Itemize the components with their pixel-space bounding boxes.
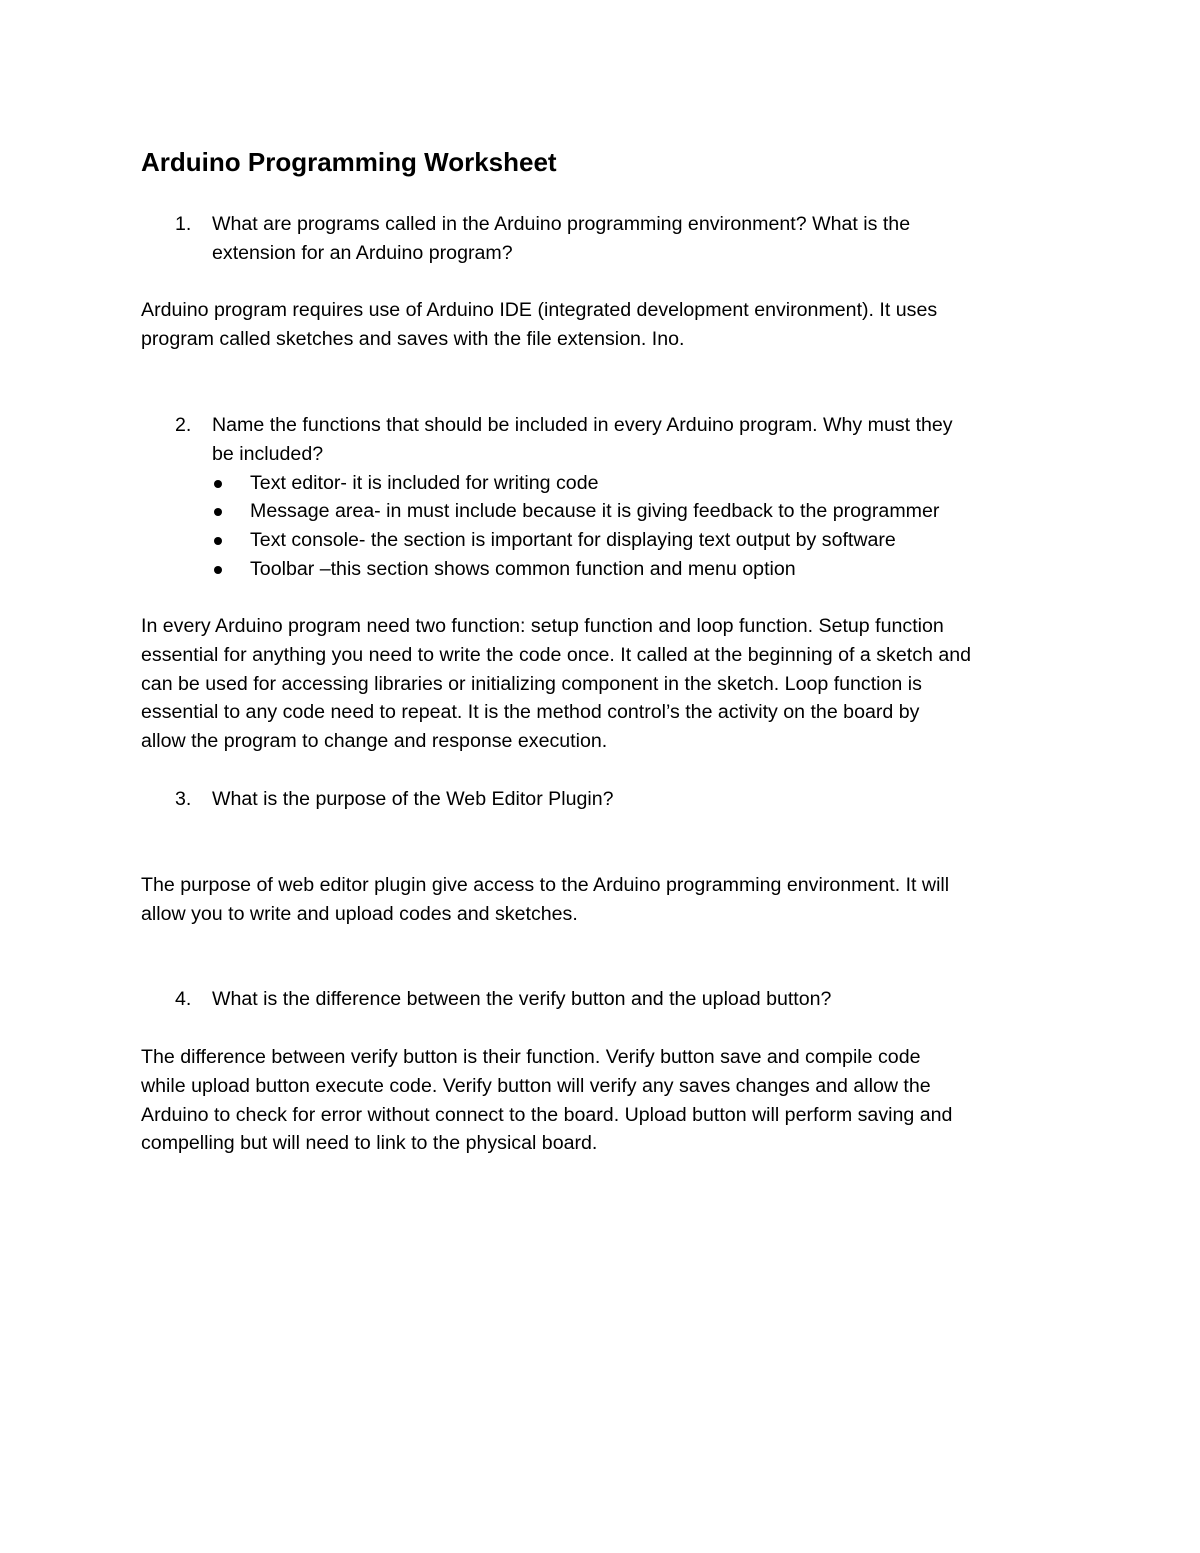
question-number: 4. bbox=[175, 988, 192, 1010]
list-item: Message area- in must include because it is giving feedback to the programmer bbox=[212, 497, 1045, 526]
list-item: Text editor- it is included for writing code bbox=[212, 469, 1045, 498]
question-line: extension for an Arduino program? bbox=[212, 241, 513, 264]
question-1 bbox=[175, 210, 1045, 268]
question-text bbox=[212, 411, 1045, 469]
answer-1 bbox=[141, 296, 1081, 354]
answer-line: In every Arduino program need two function: setup function and loop function. Setup function bbox=[141, 615, 944, 637]
question-text bbox=[212, 785, 1045, 814]
answer-line: compelling but will need to link to the physical board. bbox=[141, 1132, 598, 1155]
answer-line: The purpose of web editor plugin give access to the Arduino programming environment. It will bbox=[141, 874, 950, 896]
question-number: 2. bbox=[175, 414, 192, 436]
answer-line: essential for anything you need to write the code once. It called at the beginning of a sketch and bbox=[141, 643, 972, 666]
question-number: 1. bbox=[175, 213, 192, 235]
question-line: be included? bbox=[212, 442, 324, 465]
page-title: Arduino Programming Worksheet bbox=[141, 147, 557, 177]
list-item: Toolbar –this section shows common function and menu option bbox=[212, 555, 1045, 584]
question-line: What are programs called in the Arduino programming environment? What is the bbox=[212, 213, 911, 235]
list-item: Text console- the section is important for displaying text output by software bbox=[212, 526, 1045, 555]
answer-line: The difference between verify button is their function. Verify button save and compile code bbox=[141, 1046, 921, 1068]
question-number: 3. bbox=[175, 788, 192, 810]
question-3 bbox=[175, 785, 1045, 814]
answer-line: Arduino to check for error without connect to the board. Upload button will perform saving and bbox=[141, 1103, 953, 1126]
question-line: What is the purpose of the Web Editor Plugin? bbox=[212, 788, 614, 810]
bullet-list bbox=[212, 469, 1045, 584]
answer-line: allow the program to change and response execution. bbox=[141, 730, 608, 753]
bullet-icon bbox=[214, 508, 222, 516]
answer-line: Arduino program requires use of Arduino IDE (integrated development environment). It uses bbox=[141, 299, 938, 321]
bullet-icon bbox=[214, 566, 222, 574]
answer-line: program called sketches and saves with the file extension. Ino. bbox=[141, 327, 685, 350]
answer-line: while upload button execute code. Verify button will verify any saves changes and allow the bbox=[141, 1074, 931, 1097]
question-line: Name the functions that should be included in every Arduino program. Why must they bbox=[212, 414, 953, 436]
question-text bbox=[212, 210, 1045, 268]
question-2 bbox=[175, 411, 1045, 584]
question-4 bbox=[175, 985, 1045, 1014]
bullet-icon bbox=[214, 537, 222, 545]
question-text bbox=[212, 985, 1045, 1014]
question-line: What is the difference between the verify button and the upload button? bbox=[212, 988, 832, 1010]
answer-4 bbox=[141, 1043, 1081, 1158]
answer-line: essential to any code need to repeat. It is the method control’s the activity on the board by bbox=[141, 701, 920, 724]
answer-line: can be used for accessing libraries or initializing component in the sketch. Loop function is bbox=[141, 672, 922, 695]
answer-2 bbox=[141, 612, 1081, 756]
answer-3 bbox=[141, 871, 1081, 929]
answer-line: allow you to write and upload codes and sketches. bbox=[141, 902, 578, 925]
bullet-icon bbox=[214, 480, 222, 488]
